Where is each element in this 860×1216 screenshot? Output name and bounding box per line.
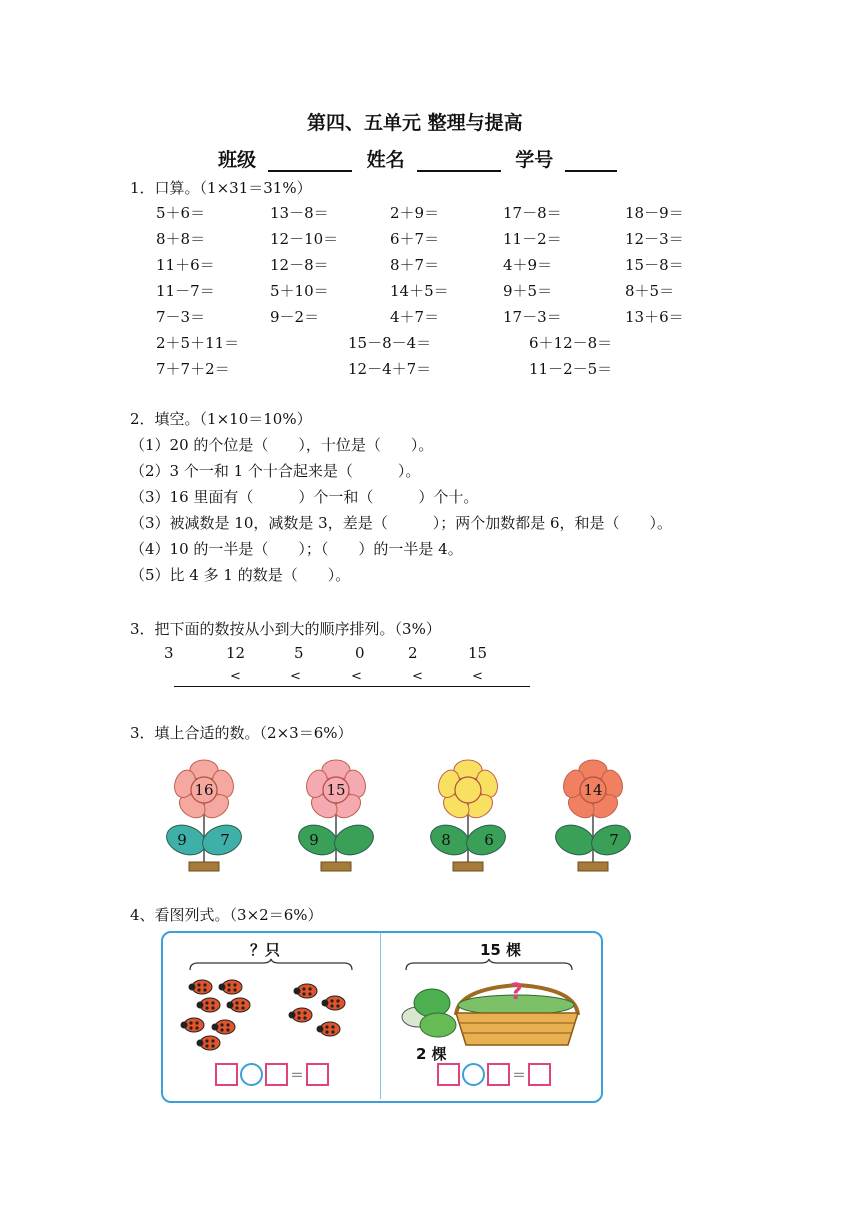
ladybug xyxy=(227,998,251,1012)
fill-blank-item[interactable]: （2）3 个一和 1 个十合起来是（ ）。 xyxy=(130,462,421,480)
class-label: 班级 xyxy=(218,149,257,171)
calc-item[interactable]: 5＋6＝ xyxy=(156,204,206,222)
calc-item[interactable]: 6＋7＝ xyxy=(390,230,440,248)
right-eq-operator-circle[interactable] xyxy=(462,1063,485,1086)
class-blank[interactable] xyxy=(268,150,352,172)
calc-item[interactable]: 9－2＝ xyxy=(270,308,320,326)
calc-item[interactable]: 15－8＝ xyxy=(625,256,684,274)
calc-item[interactable]: 12－4＋7＝ xyxy=(348,360,432,378)
flower-puzzle[interactable] xyxy=(296,750,382,880)
calc-item[interactable]: 5＋10＝ xyxy=(270,282,329,300)
flower-center-number: 16 xyxy=(194,781,214,799)
less-than-sign: < xyxy=(230,669,241,684)
calc-item[interactable]: 17－3＝ xyxy=(503,308,562,326)
calc-item[interactable]: 11－2－5＝ xyxy=(529,360,613,378)
ladybug xyxy=(294,984,318,998)
flower-right-leaf-number: 7 xyxy=(220,831,230,849)
calc-item[interactable]: 12－3＝ xyxy=(625,230,684,248)
right-equation[interactable] xyxy=(437,1063,551,1086)
page-title: 第四、五单元 整理与提高 xyxy=(307,112,523,134)
ladybug xyxy=(212,1020,236,1034)
flower-puzzle[interactable] xyxy=(553,750,639,880)
flower-center-number: 14 xyxy=(583,781,603,799)
ladybug xyxy=(322,996,346,1010)
flower-center-number: 15 xyxy=(326,781,346,799)
right-eq-equals: ＝ xyxy=(512,1067,526,1084)
calc-item[interactable]: 6＋12－8＝ xyxy=(529,334,613,352)
calc-item[interactable]: 2＋5＋11＝ xyxy=(156,334,240,352)
calc-item[interactable]: 12－10＝ xyxy=(270,230,339,248)
less-than-sign: < xyxy=(472,669,483,684)
vegetable-basket-illustration xyxy=(398,975,588,1050)
ladybug xyxy=(181,1018,205,1032)
ladybug xyxy=(219,980,243,994)
ladybug xyxy=(189,980,213,994)
ladybug xyxy=(317,1022,341,1036)
ladybug-count-label: ？只 xyxy=(250,941,281,959)
calc-item[interactable]: 15－8－4＝ xyxy=(348,334,432,352)
ladybug xyxy=(197,998,221,1012)
student-info-header xyxy=(218,145,625,172)
order-number: 2 xyxy=(408,644,418,662)
calc-item[interactable]: 8＋5＝ xyxy=(625,282,675,300)
calc-item[interactable]: 14＋5＝ xyxy=(390,282,449,300)
less-than-sign: < xyxy=(412,669,423,684)
student-id-label: 学号 xyxy=(515,149,554,171)
right-eq-box-3[interactable] xyxy=(528,1063,551,1086)
left-equation[interactable] xyxy=(215,1063,329,1086)
calc-item[interactable]: 9＋5＝ xyxy=(503,282,553,300)
name-label: 姓名 xyxy=(366,149,405,171)
flower-left-leaf-number: 8 xyxy=(441,831,451,849)
q5-heading: 4、看图列式。（3×2＝6%） xyxy=(130,906,323,924)
trees-total-label: 15 棵 xyxy=(480,941,522,959)
calc-item[interactable]: 12－8＝ xyxy=(270,256,329,274)
right-eq-box-1[interactable] xyxy=(437,1063,460,1086)
order-number: 3 xyxy=(164,644,174,662)
calc-item[interactable]: 17－8＝ xyxy=(503,204,562,222)
calc-item[interactable]: 13＋6＝ xyxy=(625,308,684,326)
fill-blank-item[interactable]: （3）被减数是 10，减数是 3，差是（ ）；两个加数都是 6，和是（ ）。 xyxy=(130,514,673,532)
left-eq-operator-circle[interactable] xyxy=(240,1063,263,1086)
calc-item[interactable]: 4＋9＝ xyxy=(503,256,553,274)
calc-item[interactable]: 4＋7＝ xyxy=(390,308,440,326)
fill-blank-item[interactable]: （3）16 里面有（ ）个一和（ ）个十。 xyxy=(130,488,479,506)
left-eq-box-3[interactable] xyxy=(306,1063,329,1086)
fill-blank-item[interactable]: （5）比 4 多 1 的数是（ ）。 xyxy=(130,566,351,584)
right-eq-box-2[interactable] xyxy=(487,1063,510,1086)
order-number: 5 xyxy=(294,644,304,662)
calc-item[interactable]: 8＋8＝ xyxy=(156,230,206,248)
calc-item[interactable]: 8＋7＝ xyxy=(390,256,440,274)
calc-item[interactable]: 11－2＝ xyxy=(503,230,562,248)
left-eq-box-1[interactable] xyxy=(215,1063,238,1086)
order-number: 15 xyxy=(468,644,488,662)
ladybugs-illustration xyxy=(180,975,360,1055)
calc-item[interactable]: 13－8＝ xyxy=(270,204,329,222)
q3-heading: 3．把下面的数按从小到大的顺序排列。（3%） xyxy=(130,620,441,638)
fill-blank-item[interactable]: （4）10 的一半是（ ）；（ ）的一半是 4。 xyxy=(130,540,463,558)
less-than-sign: < xyxy=(290,669,301,684)
right-brace xyxy=(404,958,574,972)
flower-puzzle[interactable] xyxy=(164,750,250,880)
calc-item[interactable]: 7－3＝ xyxy=(156,308,206,326)
svg-text:?: ? xyxy=(510,980,523,1005)
ladybug xyxy=(197,1036,221,1050)
calc-item[interactable]: 2＋9＝ xyxy=(390,204,440,222)
flower-right-leaf-number: 6 xyxy=(484,831,494,849)
q4-heading: 3．填上合适的数。（2×3＝6%） xyxy=(130,724,353,742)
fill-blank-item[interactable]: （1）20 的个位是（ ），十位是（ ）。 xyxy=(130,436,434,454)
left-eq-box-2[interactable] xyxy=(265,1063,288,1086)
student-id-blank[interactable] xyxy=(565,150,617,172)
flower-right-leaf-number: 7 xyxy=(609,831,619,849)
two-trees-label: 2 棵 xyxy=(416,1045,447,1063)
ladybug xyxy=(289,1008,313,1022)
flower-left-leaf-number: 9 xyxy=(177,831,187,849)
flower-left-leaf-number: 9 xyxy=(309,831,319,849)
order-number: 0 xyxy=(355,644,365,662)
q1-heading: 1．口算。（1×31＝31%） xyxy=(130,179,312,197)
less-than-sign: < xyxy=(351,669,362,684)
q3-answer-line xyxy=(174,686,530,687)
calc-item[interactable]: 11＋6＝ xyxy=(156,256,215,274)
panel-divider xyxy=(380,933,381,1099)
left-eq-equals: ＝ xyxy=(290,1067,304,1084)
calc-item[interactable]: 11－7＝ xyxy=(156,282,215,300)
order-number: 12 xyxy=(226,644,246,662)
calc-item[interactable]: 18－9＝ xyxy=(625,204,684,222)
left-brace xyxy=(188,958,354,972)
name-blank[interactable] xyxy=(417,150,501,172)
q2-heading: 2．填空。（1×10＝10%） xyxy=(130,410,312,428)
flower-puzzle[interactable] xyxy=(428,750,514,880)
calc-item[interactable]: 7＋7＋2＝ xyxy=(156,360,230,378)
